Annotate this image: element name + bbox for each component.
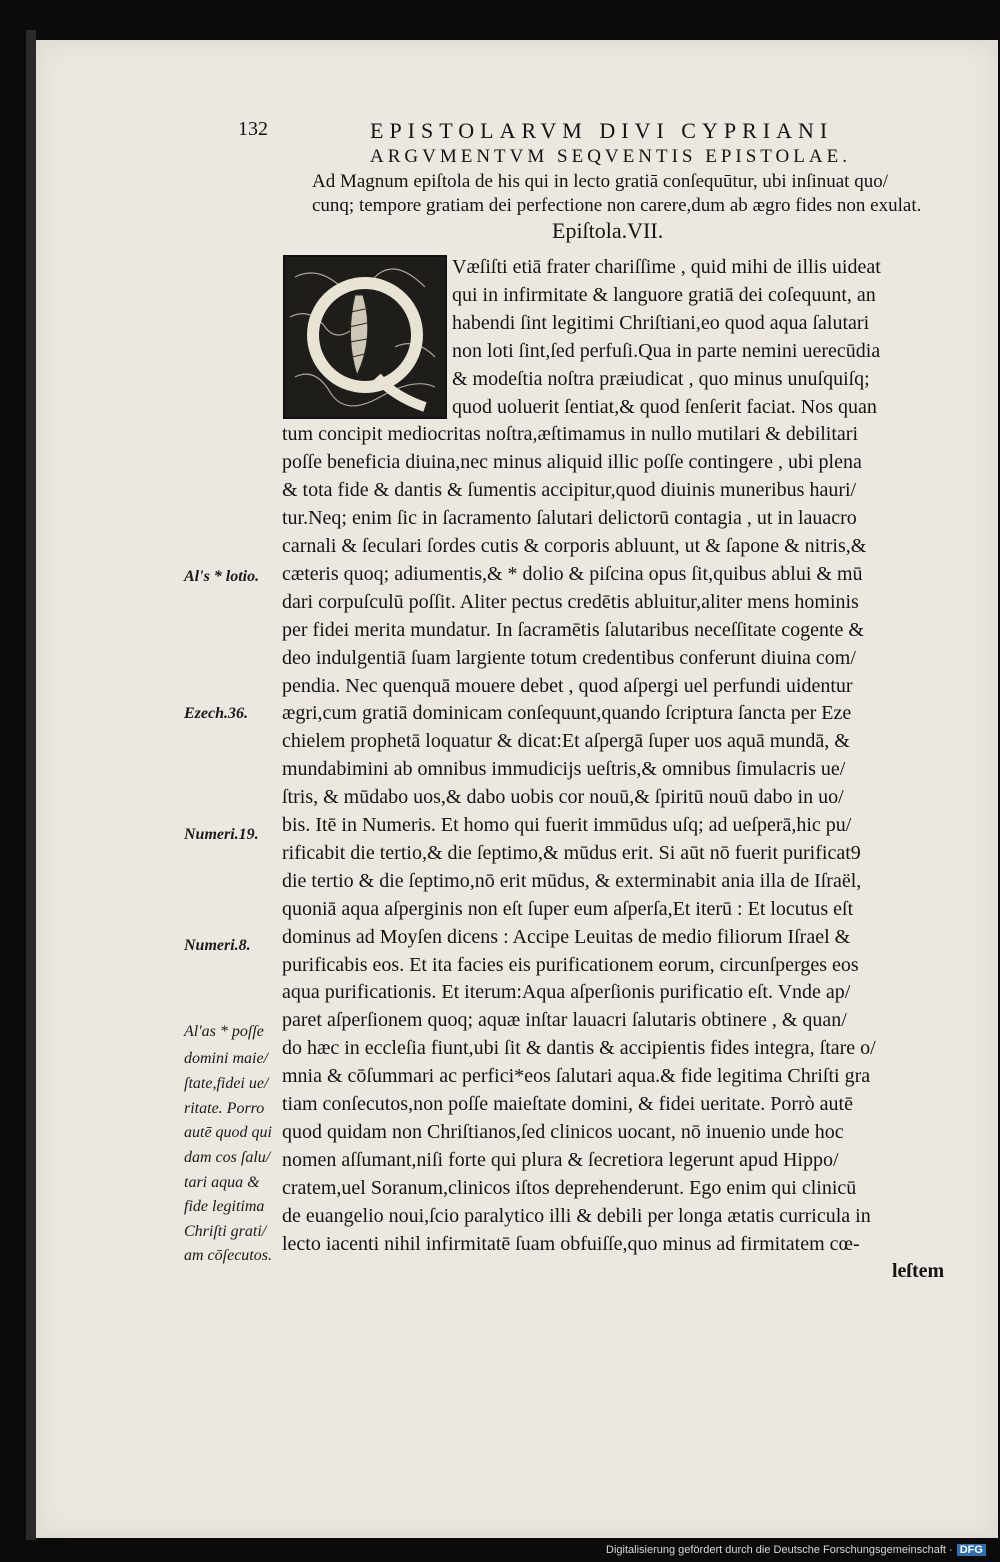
page-number: 132 xyxy=(238,118,268,140)
margin-note: Ezech.36. xyxy=(184,705,248,722)
margin-note: tari aqua & xyxy=(184,1174,260,1191)
margin-note: domini maie/ xyxy=(184,1050,268,1067)
scan-edge xyxy=(26,30,36,1540)
text-line: per fidei merita mundatur. In ſacramētis ſalutaribus neceſſitate cogente & xyxy=(282,618,864,641)
epistola-heading: Epiſtola.VII. xyxy=(552,218,664,243)
running-title: EPISTOLARVM DIVI CYPRIANI xyxy=(370,118,834,143)
margin-note: fide legitima xyxy=(184,1198,265,1215)
text-line: cratem,uel Soranum,clinicos iſtos deprehenderunt. Ego enim qui clinicū xyxy=(282,1176,857,1199)
text-line: dominus ad Moyſen dicens : Accipe Leuitas de medio filiorum Iſrael & xyxy=(282,925,851,948)
text-line: die tertio & die ſeptimo,nō erit mūdus, & exterminabit ania illa de Iſraël, xyxy=(282,869,862,892)
text-line: mnia & cōſummari ac perfici*eos ſalutari aqua.& fide legitima Chriſti gra xyxy=(282,1065,871,1088)
margin-note: Numeri.19. xyxy=(184,826,259,843)
text-line: tiam conſecutos,non poſſe maieſtate domini, & fidei ueritate. Porrò autē xyxy=(282,1093,853,1115)
decorated-initial-q-icon xyxy=(283,255,447,419)
argument-line: Ad Magnum epiſtola de his qui in lecto gratiā conſequūtur, ubi inſinuat quo/ xyxy=(312,171,888,192)
margin-note: Al'as * poſſe xyxy=(184,1023,264,1040)
text-line: tur.Neq; enim ſic in ſacramento ſalutari delictorū contagia , ut in lauacro xyxy=(282,507,857,530)
text-line: deo indulgentiā ſuam largiente totum credentibus conferunt diuina com/ xyxy=(282,646,856,669)
text-line: quod uoluerit ſentiat,& quod ſenſerit faciat. Nos quan xyxy=(452,395,877,418)
text-line: rificabit die tertio,& die ſeptimo,& mūdus erit. Si aūt nō fuerit purificat9 xyxy=(282,841,861,864)
text-line: quod quidam non Chriſtianos,ſed clinicos uocant, nō inuenio unde hoc xyxy=(282,1120,844,1143)
text-line: aqua purificationis. Et iterum:Aqua aſperſionis purificatio eſt. Vnde ap/ xyxy=(282,981,851,1004)
margin-note: Numeri.8. xyxy=(184,937,251,954)
text-line: dari corpuſculū poſſit. Aliter pectus credētis abluitur,aliter mens hominis xyxy=(282,590,859,613)
text-line: paret aſperſionem quoq; aquæ inſtar lauacri ſalutaris obtinere , & quan/ xyxy=(282,1009,847,1032)
text-line: nomen aſſumant,niſi forte qui plura & ſecretiora legerunt apud Hippo/ xyxy=(282,1148,839,1171)
margin-note: ritate. Porro xyxy=(184,1100,265,1117)
text-line: chielem prophetā loquatur & dicat:Et aſpergā ſuper uos aquā mundā, & xyxy=(282,730,850,753)
text-line: carnali & ſeculari ſordes cutis & corporis abluunt, ut & ſapone & nitris,& xyxy=(282,535,867,557)
text-line: leſtem xyxy=(892,1260,945,1283)
text-line: de euangelio noui,ſcio paralytico illi & debili per longa ætatis curricula in xyxy=(282,1204,871,1227)
argument-heading: ARGVMENTVM SEQVENTIS EPISTOLAE. xyxy=(370,146,851,167)
footer-credit xyxy=(606,1544,986,1556)
text-line: & tota fide & dantis & ſumentis accipitur,quod diuinis muneribus hauri/ xyxy=(282,479,857,502)
text-line: ſtris, & mūdabo uos,& dabo uobis cor nouū,& ſpiritū nouū dabo in uo/ xyxy=(282,786,844,809)
text-line: qui in infirmitate & languore gratiā dei coſequunt, an xyxy=(452,283,876,306)
argument-text xyxy=(312,170,972,218)
margin-note: autē quod qui xyxy=(184,1124,272,1141)
text-line: poſſe beneficia diuina,nec minus aliquid illic poſſe contingere , ubi plena xyxy=(282,451,862,474)
margin-note: ſtate,fidei ue/ xyxy=(184,1075,269,1092)
dfg-logo: DFG xyxy=(957,1544,986,1556)
text-line: do hæc in eccleſia fiunt,ubi ſit & dantis & accipientis fides integra, ſtare o/ xyxy=(282,1037,876,1060)
argument-line: cunq; tempore gratiam dei perfectione non carere,dum ab ægro fides non exulat. xyxy=(312,195,922,216)
text-line: bis. Itē in Numeris. Et homo qui fuerit immūdus uſq; ad ueſperā,hic pu/ xyxy=(282,814,852,836)
text-line: quoniā aqua aſperginis non eſt ſuper eum aſperſa,Et iterū : Et locutus eſt xyxy=(282,897,854,920)
text-line: pendia. Nec quenquā mouere debet , quod aſpergi uel perfundi uidentur xyxy=(282,674,853,697)
margin-note: Al's * lotio. xyxy=(184,568,260,585)
footer-text: Digitalisierung gefördert durch die Deutsche Forschungsgemeinschaft · xyxy=(606,1544,953,1556)
text-line: Væſiſti etiā frater chariſſime , quid mihi de illis uideat xyxy=(452,256,881,278)
text-line: lecto iacenti nihil infirmitatē ſuam obfuiſſe,quo minus ad firmitatem cœ- xyxy=(282,1232,860,1255)
text-line: tum concipit mediocritas noſtra,æſtimamus in nullo mutilari & debilitari xyxy=(282,423,859,446)
text-line: mundabimini ab omnibus immudicijs ueſtris,& omnibus ſimulacris ue/ xyxy=(282,758,846,781)
text-line: ægri,cum gratiā dominicam conſequunt,quando ſcriptura ſancta per Eze xyxy=(282,702,852,725)
text-line: purificabis eos. Et ita facies eis purificationem eorum, circunſperges eos xyxy=(282,953,859,976)
margin-note: am cōſecutos. xyxy=(184,1247,272,1264)
text-line: habendi ſint legitimi Chriſtiani,eo quod aqua ſalutari xyxy=(452,311,870,334)
margin-note: dam cos ſalu/ xyxy=(184,1149,271,1166)
text-line: & modeſtia noſtra præiudicat , quo minus unuſquiſq; xyxy=(452,367,870,390)
text-line: cæteris quoq; adiumentis,& * dolio & piſcina opus ſit,quibus ablui & mū xyxy=(282,562,863,585)
margin-note: Chriſti grati/ xyxy=(184,1223,267,1240)
text-line: non loti ſint,ſed perfuſi.Qua in parte nemini uerecūdia xyxy=(452,339,881,362)
